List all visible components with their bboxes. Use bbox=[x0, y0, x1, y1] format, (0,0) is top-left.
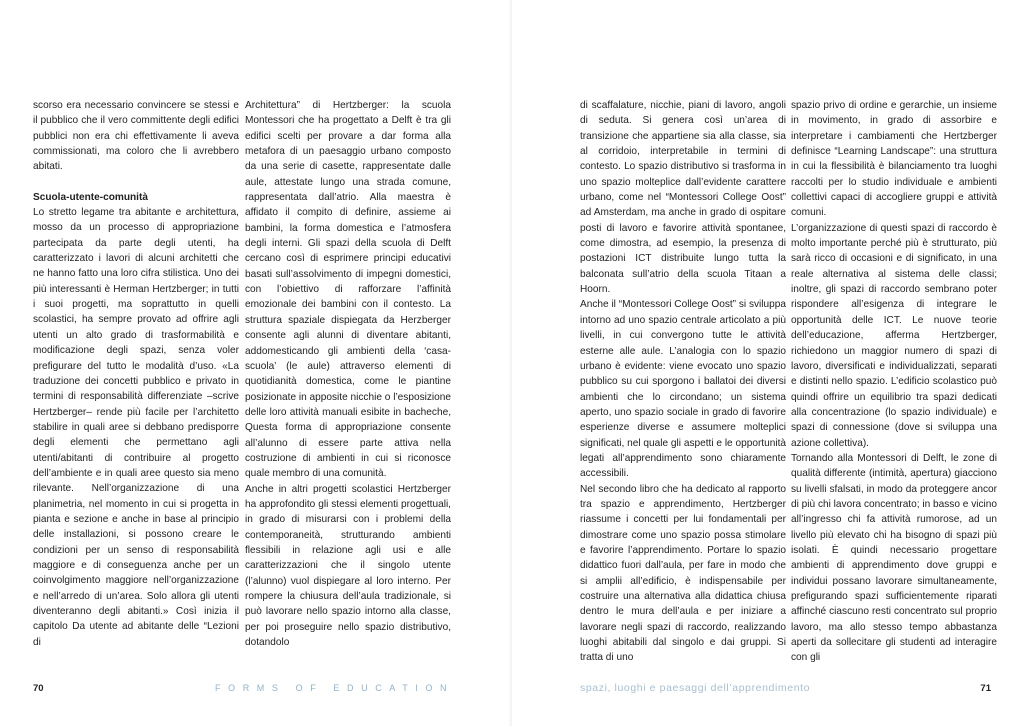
text-column-3 bbox=[580, 98, 786, 666]
running-head-left: FORMS OF EDUCATION bbox=[215, 683, 455, 693]
text-column-1 bbox=[33, 98, 239, 650]
paragraph: spazio privo di ordine e gerarchie, un insieme in movimento, in grado di assorbire e interpretare i cambiamenti che Hertzberger definisce “Learning Landscape”: una struttura in cui la flessibilità è bilanciamento tra luoghi raccolti per lo studio individuale e ambienti collettivi capaci di accogliere gruppi e attività comuni. bbox=[791, 100, 997, 219]
running-head-right: spazi, luoghi e paesaggi dell’apprendimento bbox=[580, 682, 811, 694]
page-number-left: 70 bbox=[33, 683, 44, 694]
text-column-2 bbox=[245, 98, 451, 650]
right-page bbox=[512, 0, 1024, 726]
paragraph: Architettura” di Hertzberger: la scuola Montessori che ha progettato a Delft è tra gli edifici scelti per provare a dar forma alla metafora di un paesaggio urbano composto da una serie di casette, rappresentate dalle aule, attestate lungo una strada comune, rappresentata dall’atrio. Alla maestra è affidato il compito di definire, assieme ai bambini, la forma domestica e l’atmosfera degli interni. Gli spazi della scuola di Delft cercano così di esprimere principi educativi basati sull’assolvimento di impegni domestici, con l’obiettivo di rafforzare l’affinità emozionale dei bambini con il contesto. La struttura spaziale dispiegata da Herzberger consente agli alunni di diventare abitanti, addomesticando gli ambienti della ‘casa-scuola’ (le aule) attraverso elementi di quotidianità domestica, come le piantine posizionate in apposite nicchie o l’esposizione delle loro attività manuali esibite in bacheche, Questa forma di appropriazione consente all’alunno di essere parte attiva nella costruzione di ambienti in cui si riconosce quale membro di una comunità. bbox=[245, 100, 451, 480]
page-number-right: 71 bbox=[980, 683, 991, 694]
paragraph: L’organizzazione di questi spazi di raccordo è molto importante perché più è strutturato, più sarà ricco di occasioni e di significato, in una reale alternativa al sistema delle classi; inoltre, gli spazi di raccordo sembrano poter rispondere all’esigenza di integrare le opportunità delle ICT. Le nuove teorie dell’educazione, afferma Hertzberger, richiedono un maggior numero di spazi di lavoro, diversificati e individualizzati, separati e distinti nello spazio. L’edificio scolastico può quindi offrire un equilibrio tra spazi dedicati alla concentrazione (lo spazio individuale) e spazi di connessione (dove si sviluppa una azione collettiva). bbox=[791, 222, 997, 449]
paragraph: Anche il “Montessori College Oost” si sviluppa intorno ad uno spazio centrale articolato a più livelli, in cui convergono tutte le attività esterne alle aule. L’analogia con lo spazio urbano è evidente: viene evocato uno spazio pubblico su cui sporgono i ballatoi dei diversi ambienti che lo circondano; un sistema aperto, uno spazio sociale in grado di favorire esperienze diverse e assumere molteplici significati, nel quale gli aspetti e le opportunità legati all’apprendimento sono chiaramente accessibili. bbox=[580, 299, 786, 480]
text-column-4 bbox=[791, 98, 997, 666]
paragraph: Lo stretto legame tra abitante e architettura, mosso da un processo di appropriazione partecipata da parte degli utenti, ha caratterizzato i lavori di alcuni architetti che ne hanno fatto una loro cifra stilistica. Uno dei più interessanti è Herman Hertzberger; in tutti i suoi progetti, ma soprattutto in quelli scolastici, ha sempre provato ad offrire agli utenti un alto grado di trasformabilità e modificazione degli spazi, senza voler prefigurare del tutto le modalità d’uso. «La traduzione dei concetti pubblico e privato in termini di responsabilità differenziate –scrive Hertzberger– rende più facile per l’architetto stabilire in quali aree si debbano predisporre degli elementi che permettano agli utenti/abitanti di contribuire al progetto dell’ambiente e in quali aree questo sia meno rilevante. Nell’organizzazione di una planimetria, nel momento in cui si progetta in pianta e sezione e anche in base al principio delle installazioni, si possono creare le condizioni per un senso di responsabilità maggiore e di conseguenza anche per un coinvolgimento maggiore nell’organizzazione e nell’arredo di un’area. Solo allora gli utenti diventeranno degli abitanti.» Così inizia il capitolo Da utente ad abitante delle “Lezioni di bbox=[33, 207, 239, 648]
paragraph: Anche in altri progetti scolastici Hertzberger ha approfondito gli stessi elementi progettuali, in grado di misurarsi con i problemi della contemporaneità, strutturando ambienti flessibili in relazione agli usi e alle caratterizzazioni che il singolo utente (l’alunno) vuol dispiegare al loro interno. Per rompere la chiusura dell’aula tradizionale, si può lavorare nello spazio intorno alla classe, per poi proseguire nello spazio distributivo, dotandolo bbox=[245, 483, 451, 649]
paragraph: Nel secondo libro che ha dedicato al rapporto tra spazio e apprendimento, Hertzberger riassume i concetti per lui fondamentali per dimostrare come uno spazio possa stimolare e favorire l’apprendimento. Portare lo spazio didattico fuori dall’aula, per fare in modo che si amplii all’edificio, è indispensabile per costruire una alternativa alla didattica chiusa dentro le mura dell’aula e per iniziare a lavorare negli spazi di raccordo, realizzando luoghi abitabili dal singolo e dai gruppi. Si tratta di uno bbox=[580, 483, 786, 664]
paragraph: di scaffalature, nicchie, piani di lavoro, angoli di seduta. Si genera così un’area di transizione che appartiene sia alla classe, sia al corridoio, interpretabile in termini di contesto. Lo spazio distributivo si trasforma in uno spazio molteplice dall’evidente carattere urbano, come nel “Montessori College Oost” ad Amsterdam, ma anche in grado di ospitare posti di lavoro e favorire attività spontanee, come dimostra, ad esempio, la presenza di postazioni ICT distribuite lungo tutta la balconata sull’atrio della scuola Titaan a Hoorn. bbox=[580, 100, 786, 296]
section-heading: Scuola-utente-comunità bbox=[33, 191, 148, 203]
paragraph: scorso era necessario convincere se stessi e il pubblico che il vero committente degli edifici pubblici non era chi effettivamente li aveva commissionati, ma coloro che li avrebbero abitati. bbox=[33, 100, 239, 173]
paragraph: Tornando alla Montessori di Delft, le zone di qualità differente (intimità, apertura) giacciono su livelli sfalsati, in modo da proteggere ancor di più chi lavora concentrato; in basso e vicino all’ingresso chi fa attività rumorose, ad un livello più elevato chi ha bisogno di spazi più isolati. È quindi necessario progettare ambienti di apprendimento dove gruppi e individui possano lavorare simultaneamente, prefigurando spazi sufficientemente riparati affinché ciascuno resti concentrato sul proprio lavoro, ma allo stesso tempo abbastanza aperti da sollecitare gli studenti ad interagire con gli bbox=[791, 452, 997, 664]
